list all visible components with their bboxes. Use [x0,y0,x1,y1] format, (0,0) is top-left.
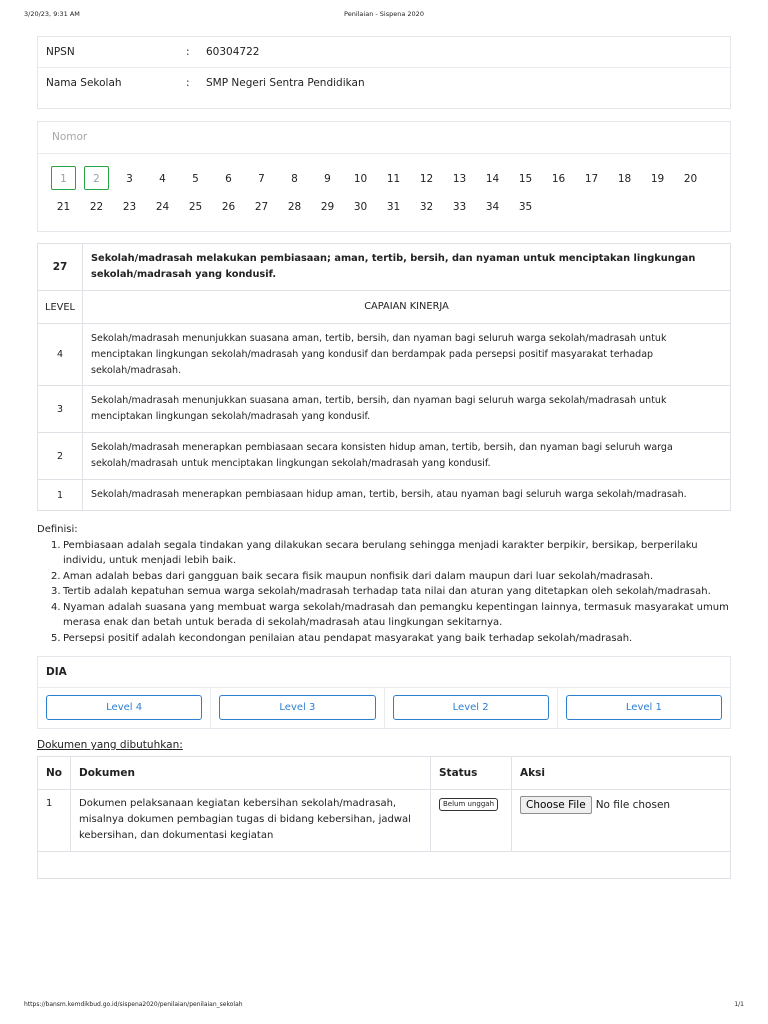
nomor-item-9[interactable]: 9 [324,173,331,185]
capaian-header: CAPAIAN KINERJA [83,291,731,324]
nomor-item-32[interactable]: 32 [419,201,434,213]
nomor-item-1[interactable]: 1 [51,166,76,190]
list-number: 3. [51,586,61,597]
nomor-item-28[interactable]: 28 [287,201,302,213]
npsn-value: 60304722 [206,46,260,58]
level-description: Sekolah/madrasah menunjukkan suasana aman, tertib, bersih, dan nyaman bagi seluruh warga sekolah/madrasah untuk menciptakan lingkungan sekolah/madrasah yang kondusif. [83,386,731,433]
print-header [24,10,744,22]
nama-sekolah-label: Nama Sekolah [46,77,122,89]
nomor-item-21[interactable]: 21 [56,201,71,213]
nomor-item-17[interactable]: 17 [584,173,599,185]
dia-cell [211,688,384,728]
nomor-item-24[interactable]: 24 [155,201,170,213]
table-row [38,386,731,433]
definisi-text: Persepsi positif adalah kecondongan penilaian atau pendapat masyarakat yang baik terhadap sekolah/madrasah. [63,632,633,644]
nomor-item-2[interactable]: 2 [84,166,109,190]
npsn-row [38,37,730,68]
nomor-item-19[interactable]: 19 [650,173,665,185]
nomor-item-25[interactable]: 25 [188,201,203,213]
definisi-text: Tertib adalah kepatuhan semua warga sekolah/madrasah terhadap tata nilai dan aturan yang ditetapkan oleh sekolah/madrasah. [63,586,711,597]
nomor-item-23[interactable]: 23 [122,201,137,213]
nama-sekolah-value: SMP Negeri Sentra Pendidikan [206,77,365,89]
dia-header [38,657,730,688]
print-page-number: 1/1 [734,1001,744,1008]
nomor-item-5[interactable]: 5 [192,173,199,185]
list-number: 5. [51,632,61,644]
dia-card [37,656,731,729]
dia-cell [38,688,211,728]
nomor-item-3[interactable]: 3 [126,173,133,185]
nama-sekolah-separator: : [186,77,190,89]
print-page-title: Penilaian - Sispena 2020 [344,10,424,18]
list-number: 1. [51,539,61,551]
empty-cell [38,852,731,879]
dokumen-status-cell [431,790,512,852]
dia-cell [558,688,730,728]
nomor-item-4[interactable]: 4 [159,173,166,185]
dia-level-buttons [38,688,730,728]
nomor-card [37,121,731,232]
col-dokumen-header: Dokumen [71,757,431,790]
nomor-heading: Nomor [52,131,88,143]
definisi-heading: Definisi: [37,524,78,535]
table-header-row [38,291,731,324]
nomor-pagination [51,166,727,218]
definisi-text: Nyaman adalah suasana yang membuat warga sekolah/madrasah dan pemangku kepentingan lainnya, termasuk masyarakat umum merasa enak dan betah untuk berada di sekolah/madrasah atau lingkungan sekitarnya. [63,601,729,628]
col-status-header: Status [431,757,512,790]
status-badge: Belum unggah [439,798,498,811]
level-2-button[interactable]: Level 2 [393,695,549,720]
nomor-item-10[interactable]: 10 [353,173,368,185]
dokumen-description: Dokumen pelaksanaan kegiatan kebersihan sekolah/madrasah, misalnya dokumen pembagian tugas di bidang kebersihan, jadwal kebersihan, dan dokumentasi kegiatan [71,790,431,852]
nomor-item-29[interactable]: 29 [320,201,335,213]
nomor-item-11[interactable]: 11 [386,173,401,185]
print-datetime: 3/20/23, 9:31 AM [24,10,80,18]
level-number: 3 [38,386,83,433]
level-3-button[interactable]: Level 3 [219,695,375,720]
nomor-item-8[interactable]: 8 [291,173,298,185]
level-1-button[interactable]: Level 1 [566,695,722,720]
nomor-item-30[interactable]: 30 [353,201,368,213]
dia-cell [385,688,558,728]
nomor-item-12[interactable]: 12 [419,173,434,185]
dokumen-title: Dokumen yang dibutuhkan: [37,739,183,751]
table-row [38,480,731,511]
list-item [51,600,731,631]
col-aksi-header: Aksi [512,757,731,790]
col-no-header: No [38,757,71,790]
nomor-item-14[interactable]: 14 [485,173,500,185]
nama-sekolah-row [38,68,730,99]
npsn-separator: : [186,46,190,58]
level-header: LEVEL [38,291,83,324]
level-4-button[interactable]: Level 4 [46,695,202,720]
indikator-statement: Sekolah/madrasah melakukan pembiasaan; aman, tertib, bersih, dan nyaman untuk menciptakan lingkungan sekolah/madrasah yang kondusif. [83,244,731,291]
print-footer [24,1001,744,1013]
list-item [51,584,731,600]
nomor-item-20[interactable]: 20 [683,173,698,185]
table-row [38,324,731,386]
definisi-text: Pembiasaan adalah segala tindakan yang dilakukan secara berulang sehingga menjadi karakter berpikir, bersikap, berperilaku individu, untuk menjadi lebih baik. [63,539,698,566]
nomor-item-27[interactable]: 27 [254,201,269,213]
list-item [51,538,731,569]
dia-heading: DIA [46,666,67,678]
list-item [51,631,731,647]
nomor-item-34[interactable]: 34 [485,201,500,213]
school-info-card [37,36,731,109]
definisi-list [37,538,731,647]
table-row-empty [38,852,731,879]
nomor-item-16[interactable]: 16 [551,173,566,185]
nomor-item-7[interactable]: 7 [258,173,265,185]
nomor-item-35[interactable]: 35 [518,201,533,213]
level-description: Sekolah/madrasah menerapkan pembiasaan secara konsisten hidup aman, tertib, bersih, dan nyaman bagi seluruh warga sekolah/madrasah untuk menciptakan lingkungan sekolah/madrasah yang kondusif. [83,433,731,480]
nomor-header [38,122,730,154]
dokumen-table [37,756,731,879]
level-number: 2 [38,433,83,480]
level-number: 1 [38,480,83,511]
nomor-item-6[interactable]: 6 [225,173,232,185]
nomor-item-31[interactable]: 31 [386,201,401,213]
nomor-item-26[interactable]: 26 [221,201,236,213]
nomor-item-18[interactable]: 18 [617,173,632,185]
npsn-label: NPSN [46,46,75,58]
nomor-item-15[interactable]: 15 [518,173,533,185]
choose-file-button[interactable]: Choose File [520,796,592,814]
table-row [38,790,731,852]
file-input [520,796,722,814]
list-number: 4. [51,601,61,613]
level-description: Sekolah/madrasah menunjukkan suasana aman, tertib, bersih, dan nyaman bagi seluruh warga sekolah/madrasah untuk menciptakan lingkungan sekolah/madrasah yang kondusif dan berdampak pada persepsi positif masyarakat terhadap sekolah/madrasah. [83,324,731,386]
indikator-row [38,244,731,291]
dokumen-aksi-cell [512,790,731,852]
dokumen-no: 1 [38,790,71,852]
definisi-section [37,522,731,646]
print-url: https://bansm.kemdikbud.go.id/sispena2020/penilaian/penilaian_sekolah [24,1001,243,1008]
nomor-item-22[interactable]: 22 [89,201,104,213]
list-number: 2. [51,570,61,582]
capaian-kinerja-table [37,243,731,511]
indikator-number: 27 [38,244,83,291]
list-item [51,569,731,585]
dokumen-header-row [38,757,731,790]
definisi-text: Aman adalah bebas dari gangguan baik secara fisik maupun nonfisik dari dalam maupun dari luar sekolah/madrasah. [63,570,654,582]
file-status-text: No file chosen [595,799,671,811]
level-description: Sekolah/madrasah menerapkan pembiasaan hidup aman, tertib, bersih, atau nyaman bagi seluruh warga sekolah/madrasah. [83,480,731,511]
table-row [38,433,731,480]
nomor-item-13[interactable]: 13 [452,173,467,185]
nomor-item-33[interactable]: 33 [452,201,467,213]
level-number: 4 [38,324,83,386]
